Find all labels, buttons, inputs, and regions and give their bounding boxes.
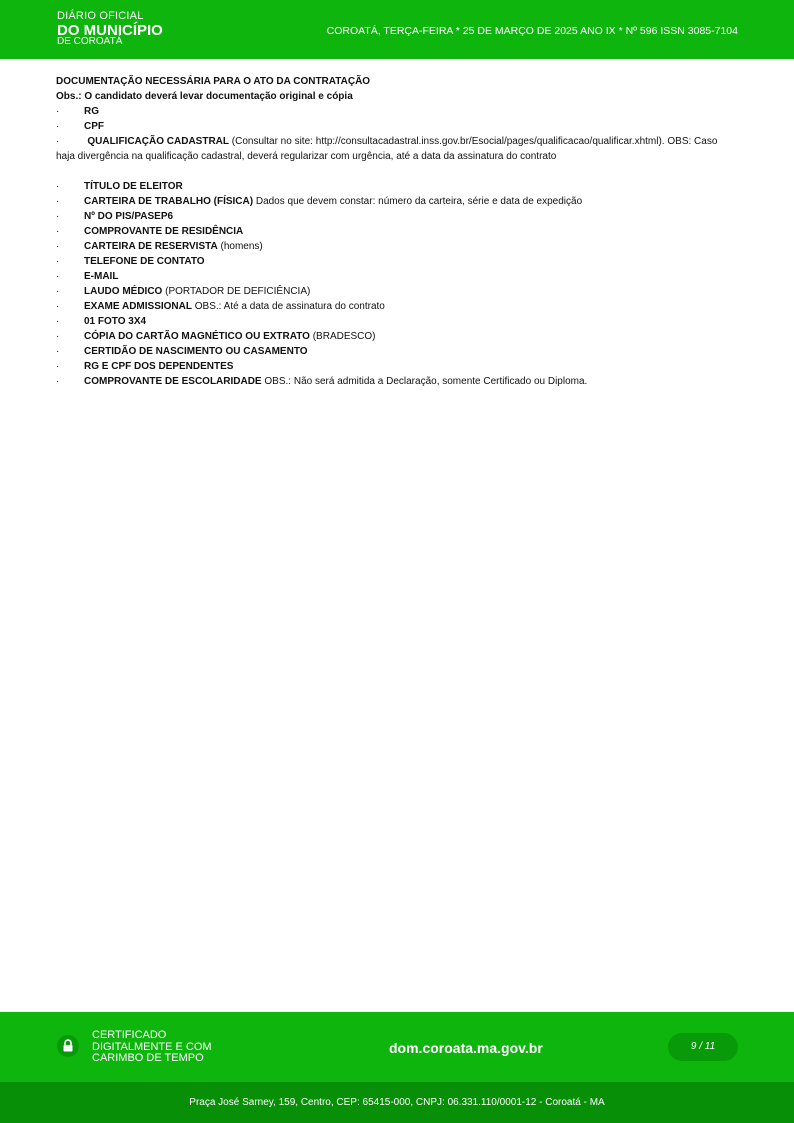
list-item	[56, 194, 739, 209]
item-bold: RG E CPF DOS DEPENDENTES	[84, 361, 234, 372]
item-bold: EXAME ADMISSIONAL	[84, 301, 192, 312]
item-bold: COMPROVANTE DE ESCOLARIDADE	[84, 376, 262, 387]
list-item	[56, 239, 739, 254]
bullet-mark: ·	[56, 346, 60, 357]
item-bold: QUALIFICAÇÃO CADASTRAL	[87, 136, 229, 147]
list-item	[56, 269, 739, 284]
bullet-mark: ·	[56, 241, 60, 252]
address-text: Praça José Sarney, 159, Centro, CEP: 65415-000, CNPJ: 06.331.110/0001-12 - Coroatá - MA	[189, 1097, 605, 1108]
bullet-mark: ·	[56, 256, 60, 267]
list-item	[56, 329, 739, 344]
bullet-mark: ·	[56, 376, 60, 387]
page-number-badge: 9 / 11	[668, 1033, 738, 1061]
cert-line3: CARIMBO DE TEMPO	[92, 1052, 204, 1064]
item-bold: LAUDO MÉDICO	[84, 286, 163, 297]
bullet-mark: ·	[56, 181, 60, 192]
bullet-mark: ·	[56, 286, 60, 297]
list-item	[56, 179, 739, 194]
header-bar	[0, 0, 794, 59]
item-text: (homens)	[217, 241, 263, 252]
cert-line1: CERTIFICADO	[92, 1029, 167, 1041]
bullet-mark: ·	[56, 301, 60, 312]
bullet-mark: ·	[56, 196, 60, 207]
document-body	[56, 74, 739, 389]
section-title: DOCUMENTAÇÃO NECESSÁRIA PARA O ATO DA CONTRATAÇÃO	[56, 76, 371, 87]
item-bold: COMPROVANTE DE RESIDÊNCIA	[84, 226, 244, 237]
list-item	[56, 284, 739, 299]
item-bold: CÓPIA DO CARTÃO MAGNÉTICO OU EXTRATO	[84, 331, 310, 342]
item-bold: CPF	[84, 121, 104, 132]
item-text: OBS.: Até a data de assinatura do contrato	[191, 301, 385, 312]
item-bold: 01 FOTO 3X4	[84, 316, 147, 327]
item-text: (PORTADOR DE DEFICIÊNCIA)	[162, 286, 311, 297]
bullet-mark: ·	[56, 271, 60, 282]
list-item	[56, 104, 739, 119]
item-bold: Nº DO PIS/PASEP6	[84, 211, 174, 222]
list-item	[56, 299, 739, 314]
list-item	[56, 119, 739, 134]
item-bold: CARTEIRA DE TRABALHO (FÍSICA)	[84, 196, 254, 207]
item-bold: E-MAIL	[84, 271, 119, 282]
item-bold: CERTIDÃO DE NASCIMENTO OU CASAMENTO	[84, 346, 308, 357]
brand-line2: DO MUNICÍPIO	[57, 22, 163, 39]
bullet-mark: ·	[56, 316, 60, 327]
brand-line3: DE COROATÁ	[57, 36, 123, 47]
list-item	[56, 344, 739, 359]
item-bold: RG	[84, 106, 99, 117]
website-link[interactable]: dom.coroata.ma.gov.br	[389, 1040, 543, 1056]
lock-icon	[57, 1035, 79, 1057]
item-text: (BRADESCO)	[309, 331, 376, 342]
spacer	[56, 164, 739, 179]
cert-line2: DIGITALMENTE E COM	[92, 1040, 212, 1053]
list-item	[56, 254, 739, 269]
brand-logo	[57, 11, 163, 47]
item-text: (Consultar no site: http://consultacadastral.inss.gov.br/Esocial/pages/qualificacao/qualificar.xhtml). OBS: Caso haja divergência na qualificação cadastral, deverá regularizar com urgência, até a data da assinatura do contrato	[56, 136, 718, 162]
bullet-mark: ·	[56, 136, 60, 147]
list-item	[56, 224, 739, 239]
item-bold: TELEFONE DE CONTATO	[84, 256, 205, 267]
list-item-wrapped	[56, 134, 739, 164]
bullet-mark: ·	[56, 361, 60, 372]
list-item	[56, 359, 739, 374]
bullet-mark: ·	[56, 106, 60, 117]
bullet-mark: ·	[56, 331, 60, 342]
list-item	[56, 314, 739, 329]
brand-line1: DIÁRIO OFICIAL	[57, 10, 144, 22]
item-text: OBS.: Não será admitida a Declaração, somente Certificado ou Diploma.	[261, 376, 588, 387]
bullet-mark: ·	[56, 226, 60, 237]
bullet-mark: ·	[56, 121, 60, 132]
list-item	[56, 209, 739, 224]
list-item	[56, 374, 739, 389]
item-bold: CARTEIRA DE RESERVISTA	[84, 241, 218, 252]
edition-info: COROATÁ, TERÇA-FEIRA * 25 DE MARÇO DE 2025 ANO IX * Nº 596 ISSN 3085-7104	[326, 25, 738, 37]
bullet-mark: ·	[56, 211, 60, 222]
item-bold: TÍTULO DE ELEITOR	[84, 181, 183, 192]
section-subtitle: Obs.: O candidato deverá levar documentação original e cópia	[56, 91, 353, 102]
item-text: Dados que devem constar: número da carteira, série e data de expedição	[253, 196, 583, 207]
certification-note	[92, 1030, 212, 1065]
